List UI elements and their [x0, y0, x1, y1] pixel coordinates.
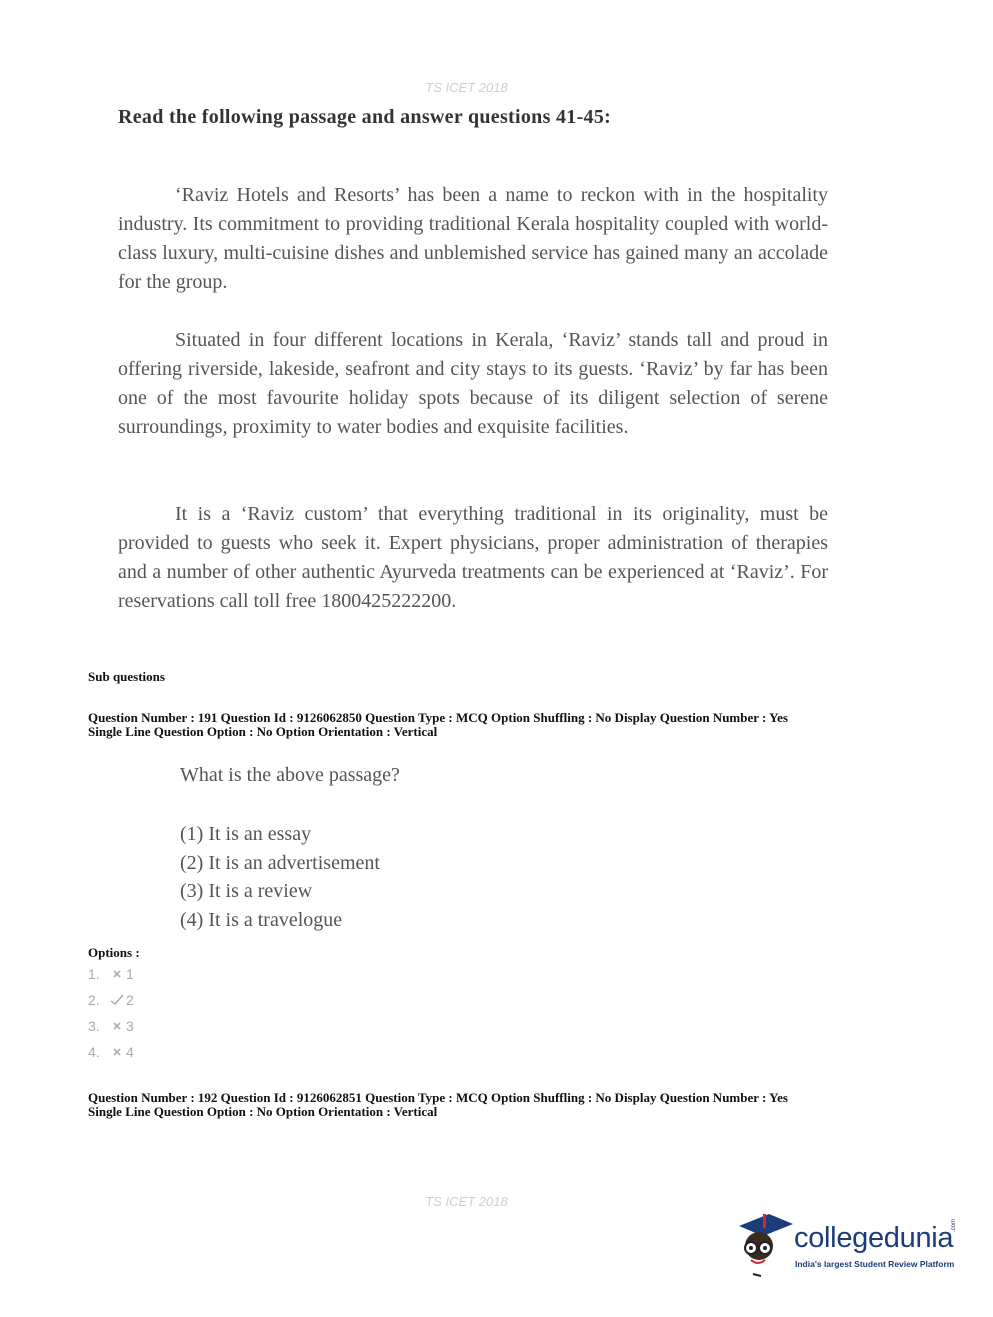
question-191-text: What is the above passage? — [180, 764, 400, 786]
question-191-meta-line2: Single Line Question Option : No Option Orientation : Vertical — [88, 724, 438, 739]
question-192-meta-line1: Question Number : 192 Question Id : 9126062851 Question Type : MCQ Option Shuffling : No Display Question Number : Yes — [88, 1090, 788, 1105]
logo-tagline: India's largest Student Review Platform — [795, 1259, 955, 1269]
answer-row-value: 1 — [126, 966, 134, 982]
question-191-meta-line1: Question Number : 191 Question Id : 9126062850 Question Type : MCQ Option Shuffling : No Display Question Number : Yes — [88, 710, 788, 725]
answer-row-2 — [88, 992, 134, 1008]
answer-row-number: 3. — [88, 1018, 100, 1034]
collegedunia-mascot-icon — [735, 1210, 795, 1280]
passage-paragraph-3: It is a ‘Raviz custom’ that everything traditional in its originality, must be provided to guests who seek it. Expert physicians, proper administration of therapies and a number of other authentic Ayurveda treatments can be experienced at ‘Raviz’. For reservations call toll free 1800425222200. — [118, 503, 828, 612]
question-192-meta — [88, 1091, 888, 1119]
option-2-text: (2) It is an advertisement — [180, 851, 380, 874]
answer-row-number: 4. — [88, 1044, 100, 1060]
answer-row-value: 4 — [126, 1044, 134, 1060]
option-3-text: (3) It is a review — [180, 880, 313, 902]
watermark-top: TS ICET 2018 — [425, 80, 508, 95]
logo-wordmark: collegedunia — [794, 1222, 954, 1254]
options-label: Options : — [88, 945, 140, 960]
sub-questions-label: Sub questions — [88, 669, 165, 684]
logo-suffix: .com — [951, 1218, 957, 1232]
question-192-meta-line2: Single Line Question Option : No Option Orientation : Vertical — [88, 1104, 438, 1119]
cross-icon — [108, 969, 126, 979]
cross-icon — [108, 1047, 126, 1057]
answer-row-4 — [88, 1044, 134, 1060]
answer-row-value: 2 — [126, 992, 134, 1008]
question-191-meta — [88, 711, 888, 739]
check-icon — [108, 994, 126, 1006]
option-1-text: (1) It is an essay — [180, 823, 312, 845]
passage-paragraph-2: Situated in four different locations in Kerala, ‘Raviz’ stands tall and proud in offering riverside, lakeside, seafront and city stays to its guests. ‘Raviz’ by far has been one of the most favourite holiday spots because of its diligent selection of serene surroundings, proximity to water bodies and exquisite facilities. — [118, 329, 828, 438]
passage-paragraph-1: ‘Raviz Hotels and Resorts’ has been a name to reckon with in the hospitality industry. Its commitment to providing traditional Kerala hospitality coupled with world-class luxury, multi-cuisine dishes and unblemished service has gained many an accolade for the group. — [118, 184, 828, 293]
option-4-text: (4) It is a travelogue — [180, 908, 343, 931]
answer-row-number: 2. — [88, 992, 100, 1008]
answer-row-value: 3 — [126, 1018, 134, 1034]
question-191-option-list — [180, 820, 380, 934]
answer-row-1 — [88, 966, 134, 982]
answer-row-3 — [88, 1018, 134, 1034]
passage-heading: Read the following passage and answer questions 41-45: — [118, 106, 612, 128]
watermark-bottom: TS ICET 2018 — [425, 1194, 508, 1209]
cross-icon — [108, 1021, 126, 1031]
answer-row-number: 1. — [88, 966, 100, 982]
